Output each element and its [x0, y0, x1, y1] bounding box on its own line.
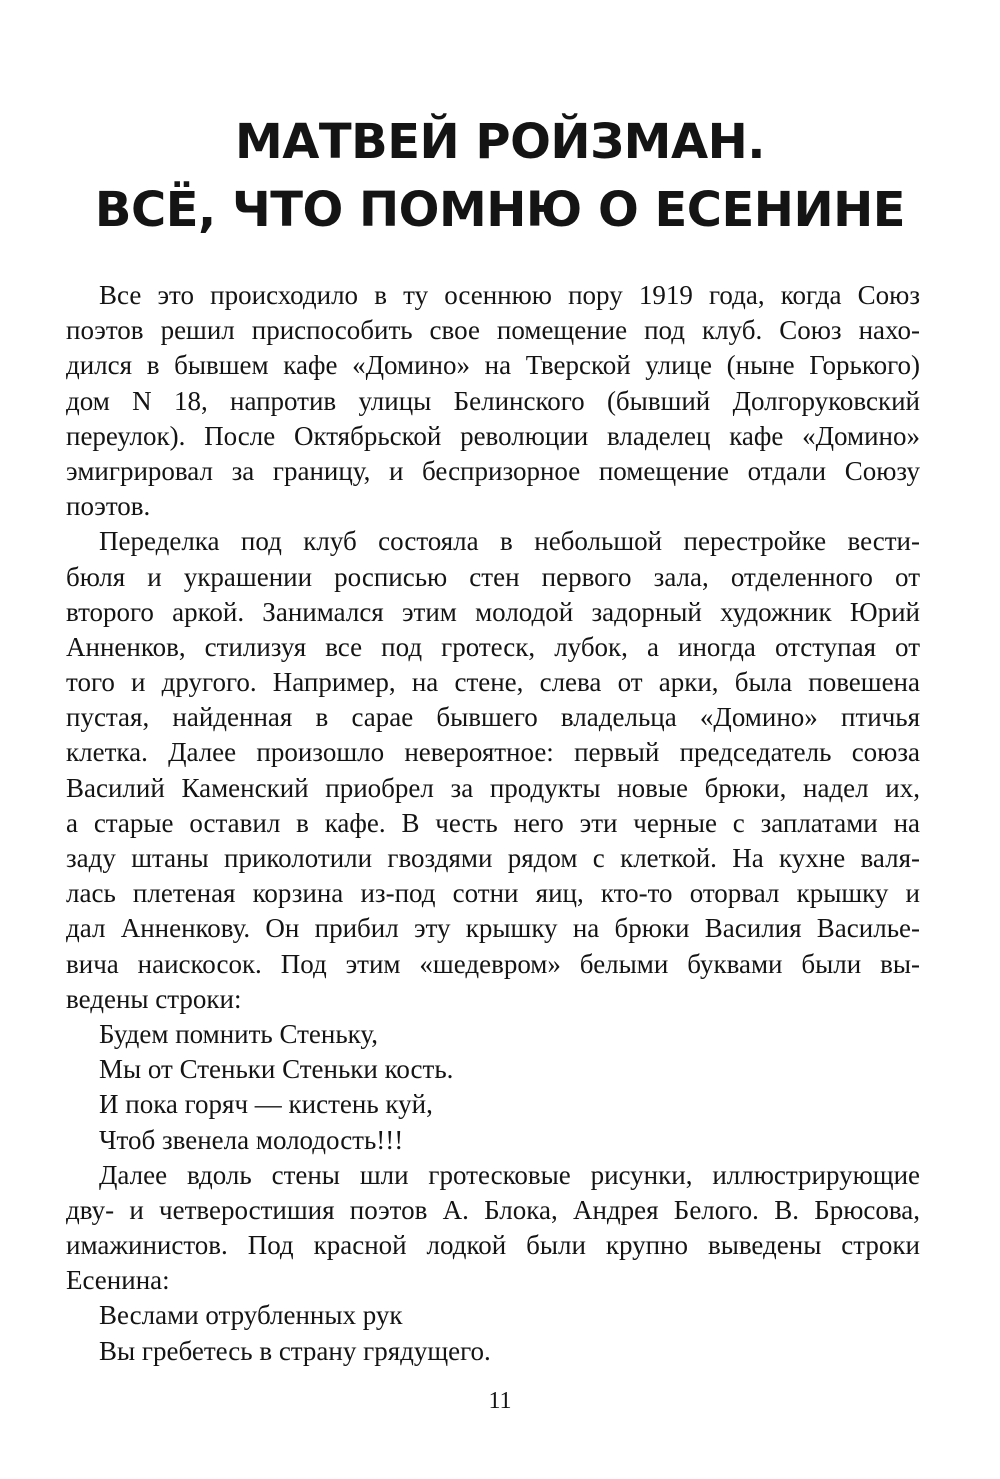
text-line: дал Анненкову. Он прибил эту крышку на брюки Василия Васильe-: [66, 913, 920, 944]
text-line: дился в бывшем кафе «Домино» на Тверской улице (ныне Горького): [66, 350, 920, 381]
verse-stenka: [66, 1017, 920, 1158]
text-line: имажинистов. Под красной лодкой были крупно выведены строки: [66, 1230, 920, 1261]
text-line: вича наискосок. Под этим «шедевром» белыми буквами были вы-: [66, 948, 920, 979]
verse-line: Вы гребетесь в страну грядущего.: [99, 1335, 491, 1366]
text-line: Анненков, стилизуя все под гротеск, лубок, а иногда отступая от: [66, 631, 920, 662]
text-line: Василий Каменский приобрел за продукты новые брюки, надел их,: [66, 772, 920, 803]
page-body: [66, 278, 920, 1369]
paragraph-3: [66, 1158, 920, 1299]
text-line: ведены строки:: [66, 983, 242, 1014]
text-line: клетка. Далее произошло невероятное: первый председатель союза: [66, 737, 920, 768]
text-line: эмигрировал за границу, и беспризорное помещение отдали Союзу: [66, 455, 920, 486]
verse-line: Мы от Стеньки Стеньки кость.: [99, 1054, 454, 1085]
page-number: 11: [488, 1388, 512, 1414]
text-line: бюля и украшении росписью стен первого зала, отделенного от: [66, 561, 920, 592]
verse-line: Будем помнить Стеньку,: [99, 1018, 378, 1049]
text-line: пустая, найденная в сарае бывшего владельца «Домино» птичья: [66, 702, 920, 733]
text-line: Все это происходило в ту осеннюю пору 1919 года, когда Союз: [99, 280, 920, 310]
text-line: того и другого. Например, на стене, слева от арки, была повешена: [66, 667, 920, 698]
text-line: второго аркой. Занимался этим молодой задорный художник Юрий: [66, 596, 920, 627]
chapter-title-line-2: ВСЁ, ЧТО ПОМНЮ О ЕСЕНИНЕ: [94, 182, 906, 238]
paragraph-1: [66, 278, 920, 524]
text-line: Далее вдоль стены шли гротесковые рисунки, иллюстрирующие: [99, 1159, 920, 1190]
verse-line: Чтоб звенела молодость!!!: [99, 1124, 404, 1155]
text-line: поэтов решил приспособить свое помещение под клуб. Союз нахо-: [66, 315, 920, 346]
text-line: заду штаны приколотили гвоздями рядом с клеткой. На кухне валя-: [66, 843, 920, 873]
text-line: лась плетеная корзина из-под сотни яиц, кто-то оторвал крышку и: [66, 878, 920, 909]
text-line: переулок). После Октябрьской революции владелец кафе «Домино»: [66, 420, 920, 451]
verse-line: И пока горяч — кистень куй,: [99, 1089, 433, 1120]
chapter-title: [0, 108, 1000, 244]
chapter-title-line-1: МАТВЕЙ РОЙЗМАН.: [235, 114, 765, 170]
verse-esenin: [66, 1298, 920, 1368]
verse-line: Веслами отрубленных рук: [99, 1300, 403, 1331]
text-line: дву- и четверостишия поэтов А. Блока, Андрея Белого. В. Брюсова,: [66, 1194, 920, 1225]
text-line: Переделка под клуб состояла в небольшой перестройке вести-: [99, 526, 920, 557]
text-line: а старые оставил в кафе. В честь него эти черные с заплатами на: [66, 807, 920, 838]
text-line: поэтов.: [66, 491, 151, 522]
text-line: дом N 18, напротив улицы Белинского (бывший Долгоруковский: [66, 385, 920, 416]
text-line: Есенина:: [66, 1265, 170, 1296]
paragraph-2: [66, 524, 920, 1017]
